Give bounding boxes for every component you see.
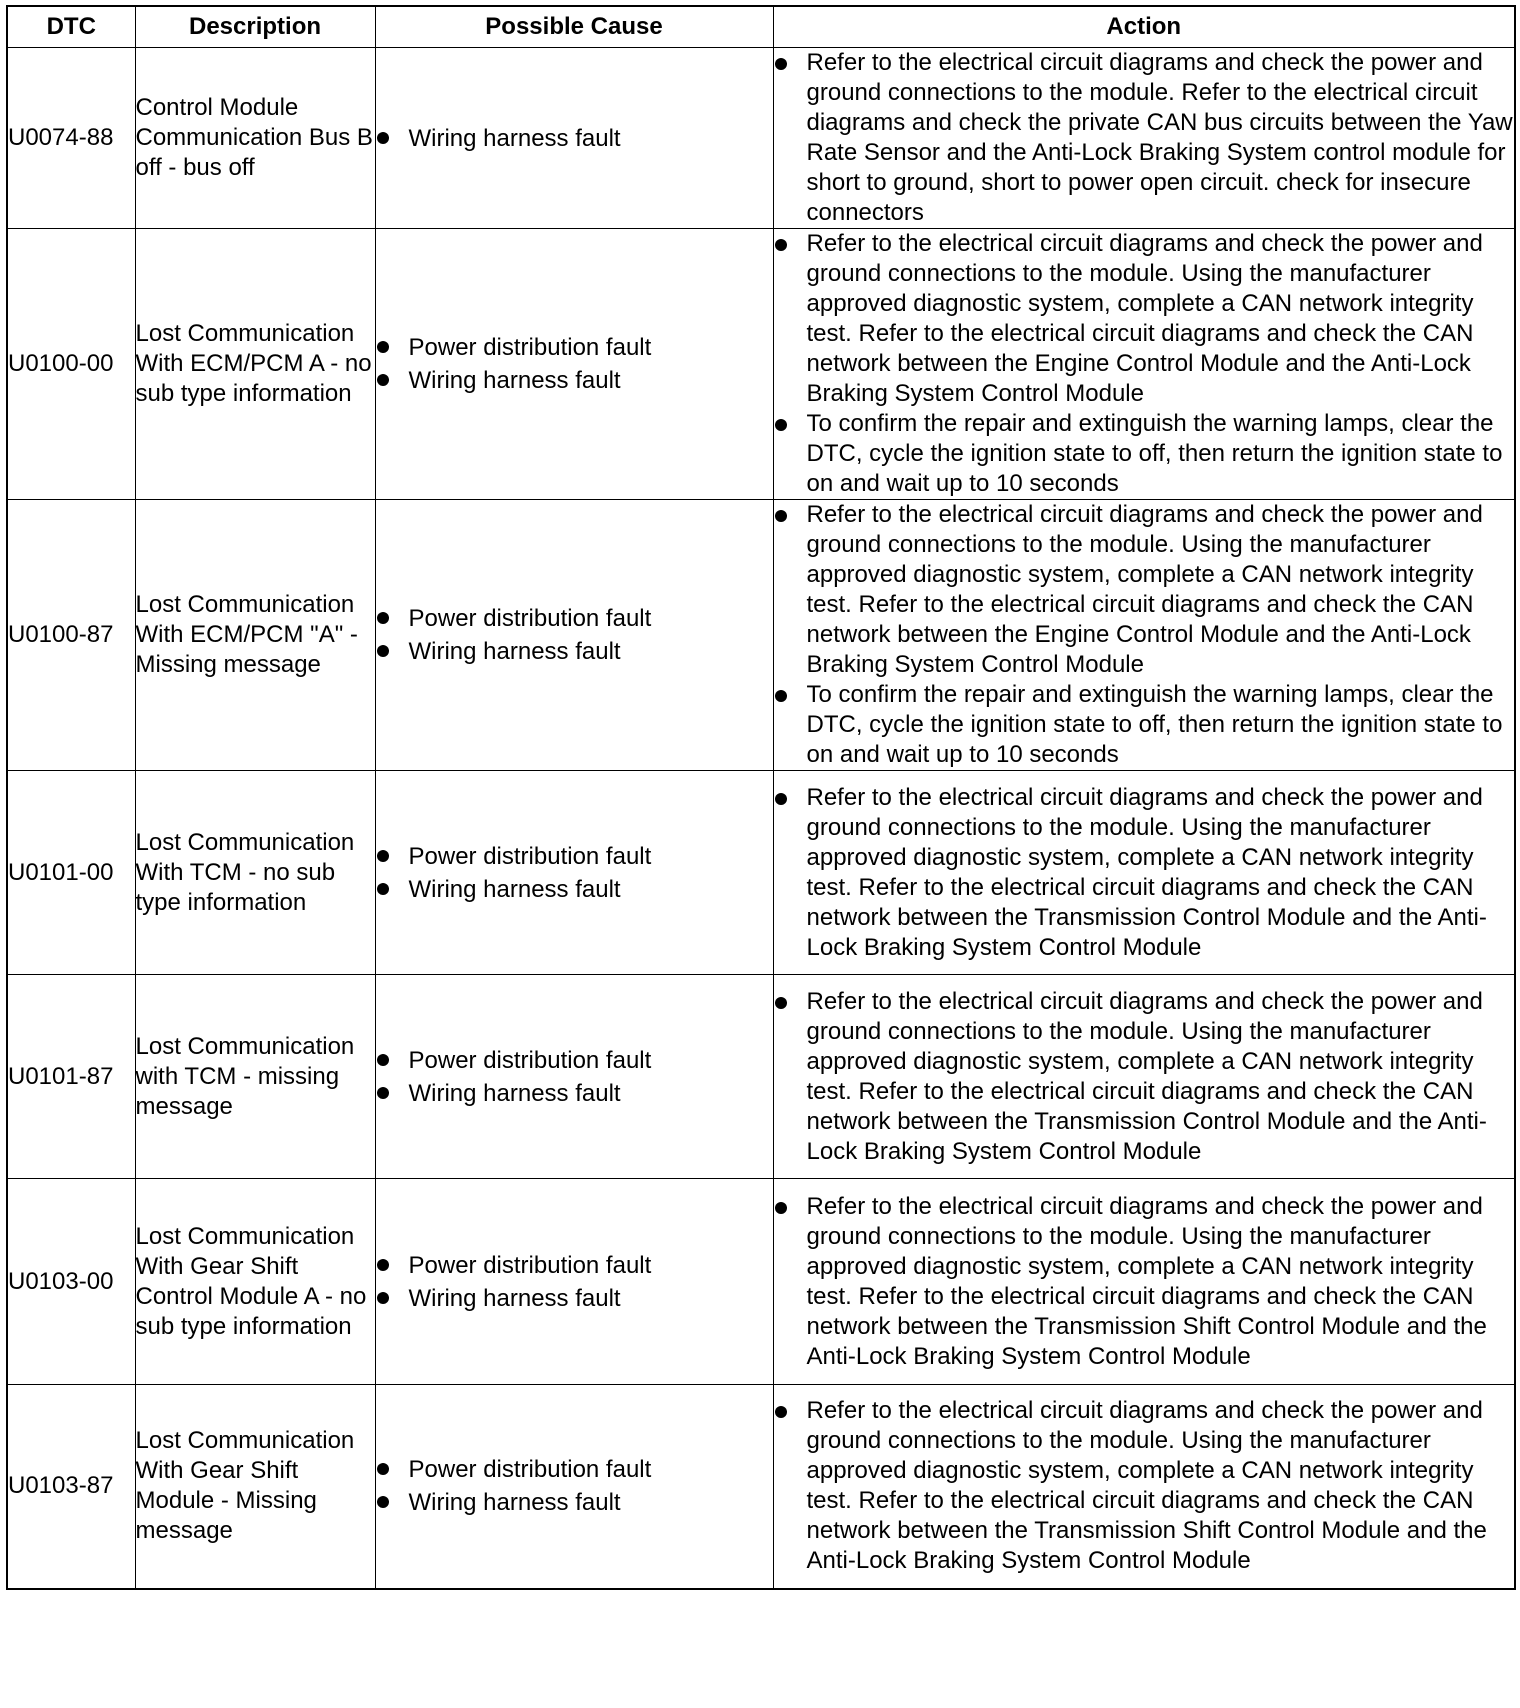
possible-cause-cell	[375, 229, 773, 500]
dtc-description: Control Module Communication Bus B off - bus off	[135, 48, 375, 229]
dtc-description: Lost Communication With Gear Shift Control Module A - no sub type information	[135, 1179, 375, 1385]
possible-cause-cell	[375, 1385, 773, 1589]
cause-item: Power distribution fault	[376, 1044, 773, 1077]
action-cell	[773, 48, 1515, 229]
action-item: To confirm the repair and extinguish the warning lamps, clear the DTC, cycle the ignition state to off, then return the ignition state to on and wait up to 10 seconds	[774, 680, 1515, 770]
dtc-code: U0103-87	[7, 1385, 135, 1589]
table-row	[7, 229, 1515, 500]
dtc-code: U0101-00	[7, 771, 135, 975]
table-body	[7, 48, 1515, 1589]
table-row	[7, 500, 1515, 771]
action-item: Refer to the electrical circuit diagrams and check the power and ground connections to the module. Refer to the electrical circuit diagrams and check the private CAN bus circuits between the Yaw Rate Sensor and the Anti-Lock Braking System control module for short to ground, short to power open circuit. check for insecure connectors	[774, 48, 1515, 228]
action-cell	[773, 1385, 1515, 1589]
dtc-code: U0103-00	[7, 1179, 135, 1385]
table-row	[7, 1179, 1515, 1385]
cause-list	[376, 1453, 773, 1519]
cause-item: Wiring harness fault	[376, 1077, 773, 1110]
cause-item: Power distribution fault	[376, 840, 773, 873]
dtc-table	[6, 5, 1516, 1590]
dtc-code: U0101-87	[7, 975, 135, 1179]
cause-item: Power distribution fault	[376, 602, 773, 635]
header-action: Action	[773, 6, 1515, 48]
dtc-description: Lost Communication with TCM - missing message	[135, 975, 375, 1179]
dtc-code: U0100-00	[7, 229, 135, 500]
possible-cause-cell	[375, 975, 773, 1179]
dtc-code: U0074-88	[7, 48, 135, 229]
cause-list	[376, 1249, 773, 1315]
action-list	[774, 500, 1515, 770]
cause-item: Power distribution fault	[376, 331, 773, 364]
cause-item: Wiring harness fault	[376, 873, 773, 906]
dtc-description: Lost Communication With ECM/PCM "A" - Missing message	[135, 500, 375, 771]
cause-item: Power distribution fault	[376, 1249, 773, 1282]
action-cell	[773, 1179, 1515, 1385]
possible-cause-cell	[375, 500, 773, 771]
header-dtc: DTC	[7, 6, 135, 48]
dtc-description: Lost Communication With Gear Shift Module - Missing message	[135, 1385, 375, 1589]
cause-item: Wiring harness fault	[376, 364, 773, 397]
possible-cause-cell	[375, 1179, 773, 1385]
possible-cause-cell	[375, 48, 773, 229]
cause-item: Wiring harness fault	[376, 635, 773, 668]
cause-list	[376, 1044, 773, 1110]
action-list	[774, 48, 1515, 228]
table-header	[7, 6, 1515, 48]
action-cell	[773, 771, 1515, 975]
table-row	[7, 771, 1515, 975]
table-row	[7, 48, 1515, 229]
action-item: Refer to the electrical circuit diagrams and check the power and ground connections to the module. Using the manufacturer approved diagnostic system, complete a CAN network integrity test. Refer to the electrical circuit diagrams and check the CAN network between the Engine Control Module and the Anti-Lock Braking System Control Module	[774, 500, 1515, 680]
cause-item: Wiring harness fault	[376, 1282, 773, 1315]
header-row	[7, 6, 1515, 48]
header-possible-cause: Possible Cause	[375, 6, 773, 48]
action-item: Refer to the electrical circuit diagrams and check the power and ground connections to the module. Using the manufacturer approved diagnostic system, complete a CAN network integrity test. Refer to the electrical circuit diagrams and check the CAN network between the Transmission Shift Control Module and the Anti-Lock Braking System Control Module	[774, 1192, 1515, 1372]
action-list	[774, 229, 1515, 499]
table-row	[7, 1385, 1515, 1589]
cause-list	[376, 840, 773, 906]
dtc-code: U0100-87	[7, 500, 135, 771]
dtc-description: Lost Communication With TCM - no sub type information	[135, 771, 375, 975]
dtc-description: Lost Communication With ECM/PCM A - no sub type information	[135, 229, 375, 500]
action-cell	[773, 500, 1515, 771]
table-row	[7, 975, 1515, 1179]
action-item: Refer to the electrical circuit diagrams and check the power and ground connections to the module. Using the manufacturer approved diagnostic system, complete a CAN network integrity test. Refer to the electrical circuit diagrams and check the CAN network between the Transmission Control Module and the Anti-Lock Braking System Control Module	[774, 783, 1515, 963]
action-item: To confirm the repair and extinguish the warning lamps, clear the DTC, cycle the ignition state to off, then return the ignition state to on and wait up to 10 seconds	[774, 409, 1515, 499]
action-item: Refer to the electrical circuit diagrams and check the power and ground connections to the module. Using the manufacturer approved diagnostic system, complete a CAN network integrity test. Refer to the electrical circuit diagrams and check the CAN network between the Engine Control Module and the Anti-Lock Braking System Control Module	[774, 229, 1515, 409]
action-item: Refer to the electrical circuit diagrams and check the power and ground connections to the module. Using the manufacturer approved diagnostic system, complete a CAN network integrity test. Refer to the electrical circuit diagrams and check the CAN network between the Transmission Shift Control Module and the Anti-Lock Braking System Control Module	[774, 1396, 1515, 1576]
action-list	[774, 783, 1515, 963]
action-item: Refer to the electrical circuit diagrams and check the power and ground connections to the module. Using the manufacturer approved diagnostic system, complete a CAN network integrity test. Refer to the electrical circuit diagrams and check the CAN network between the Transmission Control Module and the Anti-Lock Braking System Control Module	[774, 987, 1515, 1167]
cause-item: Wiring harness fault	[376, 122, 773, 155]
action-cell	[773, 975, 1515, 1179]
action-list	[774, 1192, 1515, 1372]
action-cell	[773, 229, 1515, 500]
action-list	[774, 987, 1515, 1167]
cause-item: Wiring harness fault	[376, 1486, 773, 1519]
header-description: Description	[135, 6, 375, 48]
possible-cause-cell	[375, 771, 773, 975]
action-list	[774, 1396, 1515, 1576]
cause-list	[376, 331, 773, 397]
cause-list	[376, 122, 773, 155]
cause-list	[376, 602, 773, 668]
cause-item: Power distribution fault	[376, 1453, 773, 1486]
